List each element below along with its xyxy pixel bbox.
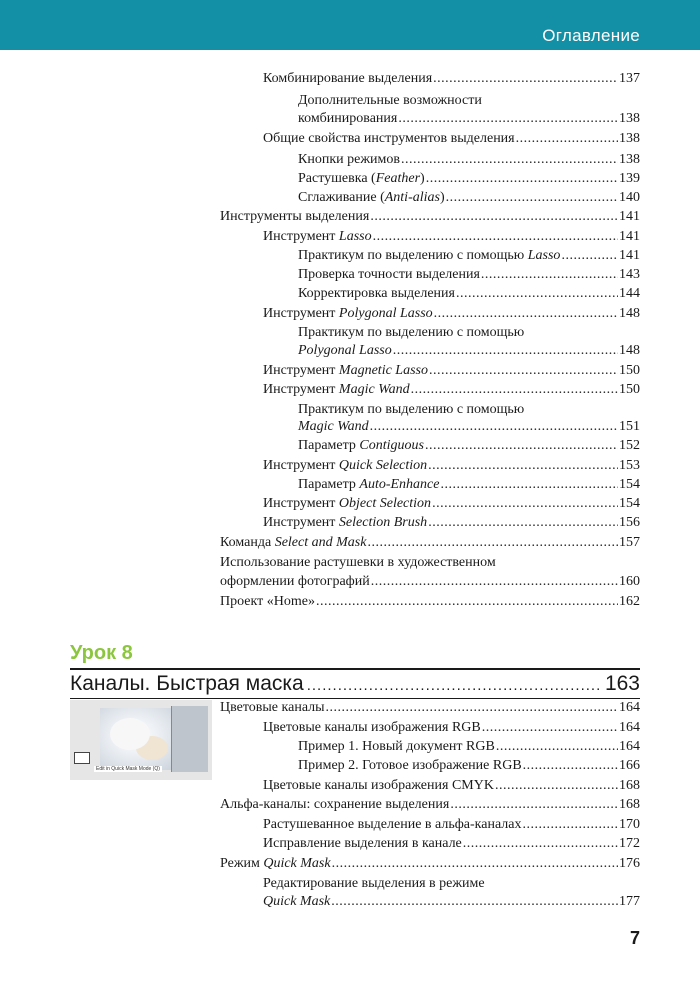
toc-entry-page: 156 (619, 515, 640, 530)
leader-dots (432, 495, 618, 513)
toc-entry-page: 150 (619, 382, 640, 397)
toc-entry-text: Общие свойства инструментов выделения (263, 131, 515, 146)
toc-entry-text: Корректировка выделения (298, 286, 455, 301)
toc-entry (220, 208, 640, 226)
toc-entry-title (263, 893, 330, 911)
thumbnail-subject (110, 718, 150, 750)
toc-entry-title (298, 266, 480, 284)
toc-entry-page: 143 (619, 267, 640, 282)
quick-mask-icon (74, 752, 90, 764)
toc-entry (298, 151, 640, 169)
toc-entry-page: 137 (619, 71, 640, 86)
toc-entry-title (263, 719, 481, 737)
toc-entry (298, 342, 640, 360)
toc-entry (263, 457, 640, 475)
toc-entry-italic: Quick Mask (263, 894, 331, 909)
toc-entry-title (298, 285, 455, 303)
toc-entry-page: 153 (619, 458, 640, 473)
toc-entry (220, 593, 640, 611)
lesson-rule-bottom (70, 698, 640, 699)
toc-entry-title (220, 796, 449, 814)
toc-entry-title (298, 189, 445, 207)
toc-entry-page: 168 (619, 797, 640, 812)
toc-entry-title (263, 381, 410, 399)
toc-entry-italic: Anti-alias (384, 190, 440, 205)
leader-dots (371, 573, 618, 591)
toc-entry-text: Параметр (298, 438, 360, 453)
toc-entry-page: 164 (619, 739, 640, 754)
leader-dots (523, 816, 618, 834)
toc-entry-text: Инструменты выделения (220, 209, 370, 224)
toc-entry-italic: Polygonal Lasso (298, 343, 392, 358)
toc-entry-italic: Lasso (338, 229, 372, 244)
toc-entry-italic: Contiguous (359, 438, 424, 453)
toc-entry-italic: Feather (375, 171, 421, 186)
toc-entry-italic: Auto-Enhance (359, 477, 440, 492)
toc-entry (298, 285, 640, 303)
toc-entry-text: Комбинирование выделения (263, 71, 433, 86)
toc-entry-text: Практикум по выделению с помощью (298, 248, 528, 263)
toc-entry-page: 172 (619, 836, 640, 851)
toc-entry-text: Цветовые каналы изображения RGB (263, 720, 481, 735)
toc-entry (298, 110, 640, 128)
toc-entry-title (298, 325, 524, 340)
toc-entry-page: 164 (619, 700, 640, 715)
leader-dots (428, 514, 618, 532)
toc-entry-title (298, 418, 369, 436)
toc-entry-page: 138 (619, 111, 640, 126)
toc-entry-title (298, 247, 560, 265)
leader-dots (316, 593, 618, 611)
toc-entry-page: 176 (619, 856, 640, 871)
leader-dots (370, 208, 618, 226)
toc-entry-title (263, 495, 431, 513)
toc-entry-text: Цветовые каналы (220, 700, 325, 715)
toc-entry-page: 166 (619, 758, 640, 773)
toc-entry-italic: Selection Brush (338, 515, 428, 530)
toc-entry-text: Инструмент (263, 458, 339, 473)
leader-dots (496, 738, 618, 756)
toc-entry-text: Инструмент (263, 306, 339, 321)
running-header-title: Оглавление (542, 26, 640, 45)
leader-dots (523, 757, 618, 775)
toc-entry (220, 699, 640, 717)
toc-entry-title (220, 534, 366, 552)
leader-dots (331, 893, 618, 911)
toc-entry-text: комбинирования (298, 111, 398, 126)
toc-entry-page: 168 (619, 778, 640, 793)
toc-entry-text: Альфа-каналы: сохранение выделения (220, 797, 450, 812)
toc-entry (298, 170, 640, 188)
lesson-label: Урок 8 (70, 642, 133, 664)
toc-entry-text: оформлении фотографий (220, 574, 370, 589)
toc-entry-line (298, 324, 524, 342)
toc-entry-page: 152 (619, 438, 640, 453)
leader-dots (401, 151, 618, 169)
leader-dots (450, 796, 618, 814)
toc-entry-text: Пример 2. Готовое изображение RGB (298, 758, 522, 773)
leader-dots (429, 362, 618, 380)
leader-dots (411, 381, 618, 399)
leader-dots (332, 855, 618, 873)
toc-entry (263, 362, 640, 380)
toc-entry-text: Инструмент (263, 496, 339, 511)
toc-entry-page: 141 (619, 209, 640, 224)
toc-entry-title (263, 514, 427, 532)
toc-entry-page: 160 (619, 574, 640, 589)
toc-entry-title (298, 757, 522, 775)
leader-dots (516, 130, 618, 148)
toc-entry-title (220, 208, 369, 226)
leader-dots (326, 699, 618, 717)
toc-entry-suffix: ) (420, 171, 425, 186)
toc-entry-text: Проверка точности выделения (298, 267, 480, 282)
page-number: 7 (629, 928, 640, 948)
leader-dots (398, 110, 618, 128)
toc-entry-text: Практикум по выделению с помощью (298, 402, 525, 417)
toc-entry-page: 139 (619, 171, 640, 186)
toc-entry-title (220, 699, 325, 717)
lesson-page: 163 (604, 672, 640, 695)
toc-entry-title (298, 342, 392, 360)
toc-entry (298, 437, 640, 455)
toc-entry-page: 144 (619, 286, 640, 301)
toc-entry (263, 70, 640, 88)
toc-entry-italic: Quick Selection (338, 458, 428, 473)
toc-entry-title (263, 876, 485, 891)
toc-entry-suffix: ) (439, 190, 445, 205)
toc-entry-page: 157 (619, 535, 640, 550)
leader-dots (561, 247, 618, 265)
leader-dots (370, 418, 618, 436)
toc-entry-title (220, 593, 315, 611)
toc-entry-page: 151 (619, 419, 640, 434)
leader-dots (463, 835, 618, 853)
toc-entry-title (263, 305, 433, 323)
toc-entry-text: Кнопки режимов (298, 152, 400, 167)
toc-entry-page: 177 (619, 894, 640, 909)
toc-entry-line (298, 401, 524, 419)
toc-entry (220, 573, 640, 591)
toc-entry-title (263, 130, 515, 148)
toc-entry (263, 495, 640, 513)
leader-dots (441, 476, 619, 494)
toc-entry-italic: Magic Wand (298, 419, 369, 434)
toc-entry (263, 835, 640, 853)
toc-entry-italic: Magnetic Lasso (338, 363, 428, 378)
toc-entry-title (220, 555, 496, 570)
lesson-title-row (70, 670, 640, 700)
toc-entry-title (263, 362, 428, 380)
toc-entry-italic: Object Selection (338, 496, 432, 511)
toc-entry (298, 418, 640, 436)
toc-entry (263, 893, 640, 911)
toc-entry (220, 855, 640, 873)
leader-dots (373, 228, 618, 246)
toc-entry-title (220, 573, 370, 591)
leader-dots (433, 70, 618, 88)
toc-entry-text: Использование растушевки в художественном (220, 555, 496, 570)
toc-entry (298, 189, 640, 207)
toc-entry-text: Параметр (298, 477, 360, 492)
toc-entry-text: Цветовые каналы изображения CMYK (263, 778, 494, 793)
toc-entry (298, 266, 640, 284)
leader-dots (425, 437, 618, 455)
toc-entry-title (298, 738, 495, 756)
toc-entry-text: Растушеванное выделение в альфа-каналах (263, 817, 522, 832)
toc-entry-text: Режим (220, 856, 264, 871)
toc-entry-title (263, 835, 462, 853)
toc-entry-title (298, 476, 440, 494)
toc-entry (298, 247, 640, 265)
toc-entry (263, 130, 640, 148)
toc-entry-title (263, 777, 494, 795)
thumbnail-caption: Edit in Quick Mask Mode (Q) (96, 766, 160, 772)
toc-entry (263, 381, 640, 399)
toc-entry-text: Инструмент (263, 229, 339, 244)
toc-entry-text: Пример 1. Новый документ RGB (298, 739, 495, 754)
leader-dots (495, 777, 618, 795)
toc-entry-page: 140 (619, 190, 640, 205)
toc-entry-text: Проект «Home» (220, 594, 315, 609)
leader-dots (434, 305, 618, 323)
toc-entry-text: Растушевка ( (298, 171, 376, 186)
toc-entry-text: Команда (220, 535, 275, 550)
leader-dots (482, 719, 618, 737)
toc-entry (298, 476, 640, 494)
lesson-title: Каналы. Быстрая маска (70, 672, 304, 695)
toc-entry-page: 170 (619, 817, 640, 832)
toc-entry-italic: Polygonal Lasso (338, 306, 433, 321)
toc-entry-title (298, 402, 524, 417)
toc-entry-text: Дополнительные возможности (298, 93, 482, 108)
toc-entry (220, 534, 640, 552)
toc-entry-page: 148 (619, 343, 640, 358)
toc-entry-title (298, 151, 400, 169)
toc-entry-page: 150 (619, 363, 640, 378)
toc-entry-title (263, 457, 427, 475)
toc-entry-line (220, 554, 496, 572)
toc-entry-text: Редактирование выделения в режиме (263, 876, 485, 891)
channels-panel (171, 706, 208, 772)
toc-entry (263, 777, 640, 795)
toc-entry (263, 816, 640, 834)
toc-entry-title (263, 228, 372, 246)
toc-entry-title (298, 110, 397, 128)
toc-entry (263, 514, 640, 532)
leader-dots (456, 285, 618, 303)
toc-entry-page: 138 (619, 131, 640, 146)
toc-entry-page: 154 (619, 477, 640, 492)
toc-entry-text: Инструмент (263, 363, 339, 378)
toc-entry-page: 141 (619, 229, 640, 244)
toc-entry-page: 138 (619, 152, 640, 167)
toc-entry-page: 154 (619, 496, 640, 511)
toc-entry-page: 141 (619, 248, 640, 263)
toc-entry-italic: Lasso (527, 248, 561, 263)
toc-entry (220, 796, 640, 814)
lesson-thumbnail (70, 700, 212, 780)
toc-entry (298, 757, 640, 775)
toc-entry-title (263, 70, 432, 88)
leader-dots (367, 534, 618, 552)
toc-entry-title (298, 437, 424, 455)
toc-entry (298, 738, 640, 756)
toc-entry-italic: Quick Mask (263, 856, 331, 871)
leader-dots (446, 189, 618, 207)
toc-entry-text: Сглаживание ( (298, 190, 385, 205)
toc-entry-title (298, 170, 425, 188)
leader-dots (307, 672, 602, 700)
toc-entry-italic: Magic Wand (338, 382, 410, 397)
leader-dots (426, 170, 618, 188)
toc-entry-title (220, 855, 331, 873)
toc-entry-italic: Select and Mask (274, 535, 367, 550)
leader-dots (393, 342, 618, 360)
toc-entry-line (263, 875, 485, 893)
toc-entry-text: Практикум по выделению с помощью (298, 325, 525, 340)
toc-entry-title (263, 816, 522, 834)
toc-entry-page: 148 (619, 306, 640, 321)
toc-entry (263, 719, 640, 737)
leader-dots (428, 457, 618, 475)
toc-entry-page: 164 (619, 720, 640, 735)
toc-entry-page: 162 (619, 594, 640, 609)
leader-dots (481, 266, 618, 284)
toc-entry (263, 228, 640, 246)
toc-entry-text: Инструмент (263, 515, 339, 530)
toc-entry (263, 305, 640, 323)
toc-entry-text: Исправление выделения в канале (263, 836, 462, 851)
toc-entry-text: Инструмент (263, 382, 339, 397)
toc-entry-title (298, 93, 482, 108)
toc-entry-line (298, 92, 482, 110)
